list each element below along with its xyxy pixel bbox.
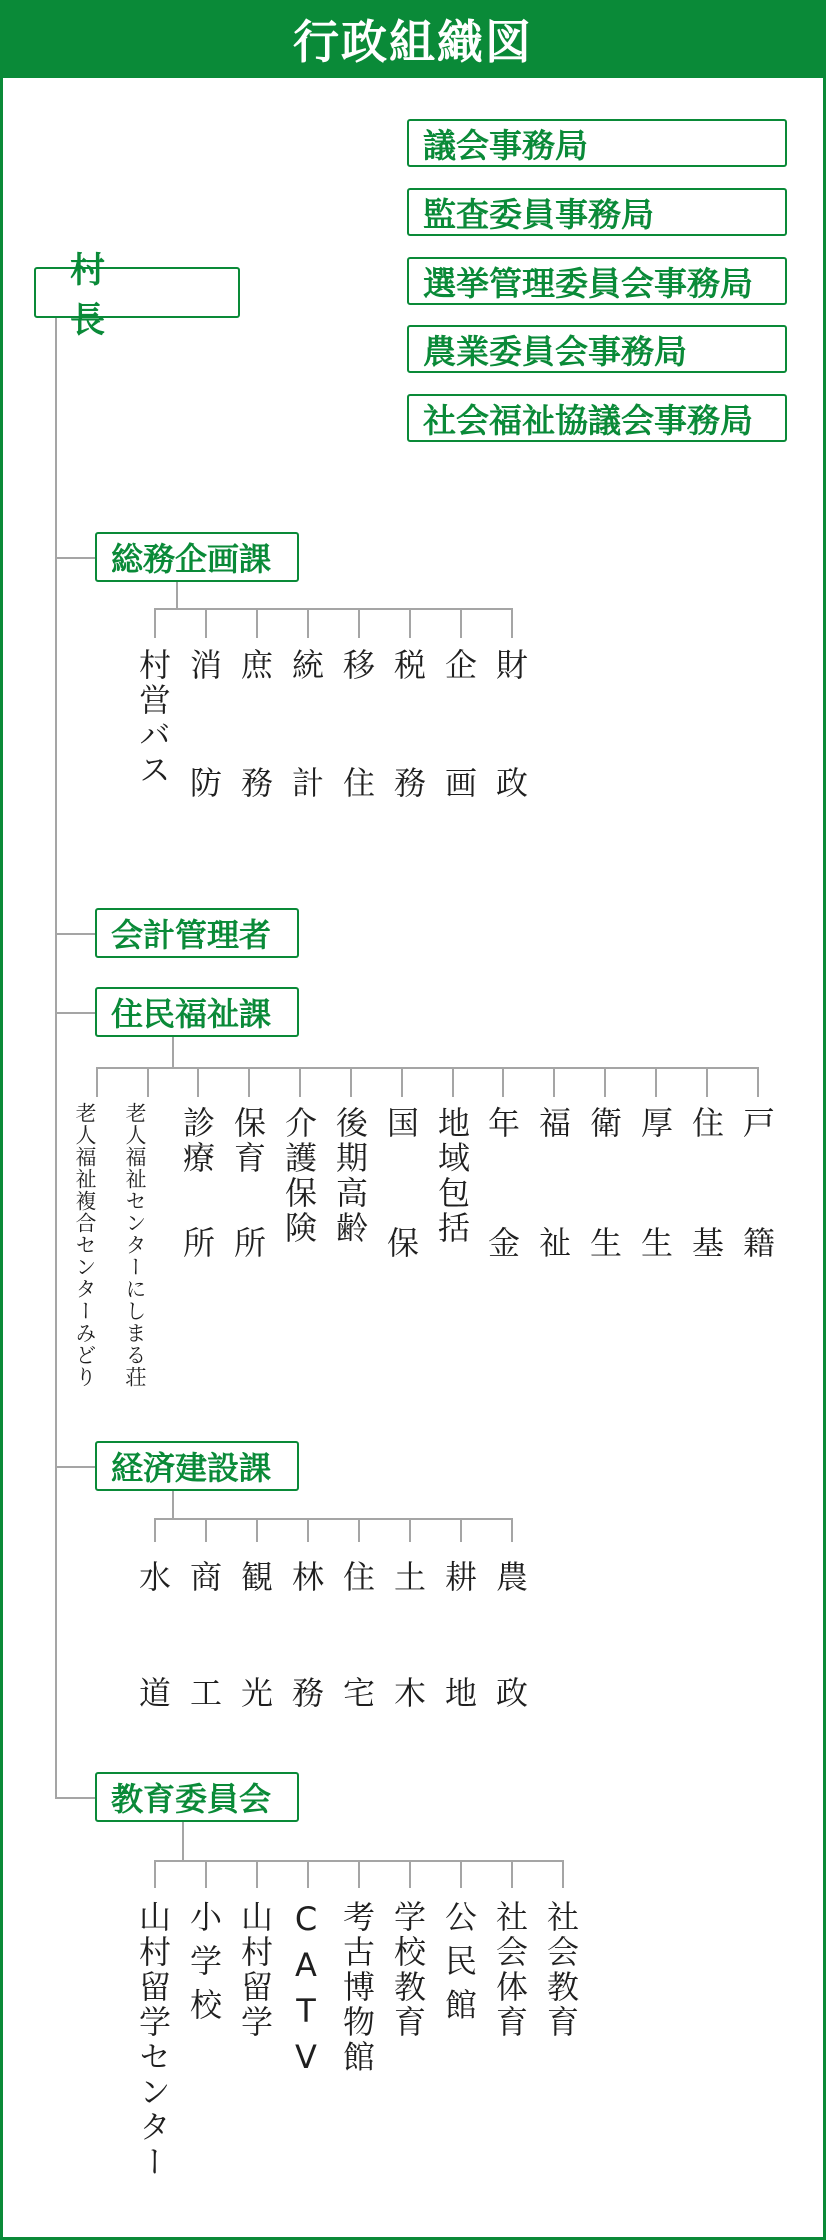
section-label: 基	[687, 1226, 725, 1261]
section-label: 所	[229, 1226, 267, 1261]
section-label: 木	[389, 1676, 427, 1711]
office-label: 社会福祉協議会事務局	[423, 400, 753, 440]
section-tick	[307, 1860, 309, 1888]
section-label: CATV	[287, 1900, 325, 2084]
page-title: 行政組織図	[293, 15, 533, 69]
section-label: 住	[338, 766, 376, 801]
section-label: 戸	[738, 1106, 776, 1141]
section-label: 消	[185, 648, 223, 683]
section-label: 税	[389, 648, 427, 683]
section-label: 政	[491, 1676, 529, 1711]
mayor-label: 村 長	[70, 250, 209, 341]
section-label: 籍	[738, 1226, 776, 1261]
section-label: 工	[185, 1676, 223, 1711]
section-tick	[205, 608, 207, 638]
office-box	[407, 325, 787, 373]
section-label: 小学校	[185, 1900, 223, 2032]
section-tick	[96, 1067, 98, 1097]
section-label: 生	[636, 1226, 674, 1261]
dept-box-jumin	[95, 987, 299, 1037]
section-label: 厚	[636, 1106, 674, 1141]
section-tick	[706, 1067, 708, 1097]
section-label: 国	[382, 1106, 420, 1141]
section-label: 生	[585, 1226, 623, 1261]
section-tick	[511, 1860, 513, 1888]
section-tick	[452, 1067, 454, 1097]
office-label: 監査委員事務局	[423, 194, 654, 234]
section-tick	[256, 1860, 258, 1888]
section-label: 年	[483, 1106, 521, 1141]
section-label: 山村留学センター	[134, 1900, 172, 2180]
section-tick	[358, 608, 360, 638]
branch-line	[55, 1797, 95, 1799]
office-label: 農業委員会事務局	[423, 331, 687, 371]
section-label: 衛	[585, 1106, 623, 1141]
section-label: 観	[236, 1560, 274, 1595]
section-label: 地域包括	[433, 1106, 471, 1246]
office-box	[407, 257, 787, 305]
connector-line	[176, 582, 178, 608]
section-tick	[401, 1067, 403, 1097]
section-label: 保育	[229, 1106, 267, 1176]
section-label: 診療	[178, 1106, 216, 1176]
office-label: 議会事務局	[423, 125, 588, 165]
branch-line	[55, 1466, 95, 1468]
section-tick	[757, 1067, 759, 1097]
section-label: 土	[389, 1560, 427, 1595]
section-label: 移	[338, 648, 376, 683]
dept-label: 経済建設課	[111, 1449, 272, 1487]
section-label: 福	[534, 1106, 572, 1141]
section-tick	[205, 1860, 207, 1888]
section-label: 所	[178, 1226, 216, 1261]
section-tick	[502, 1067, 504, 1097]
branch-line	[55, 1012, 95, 1014]
section-label: 商	[185, 1560, 223, 1595]
section-tick	[655, 1067, 657, 1097]
section-label: 計	[287, 766, 325, 801]
office-label: 選挙管理委員会事務局	[423, 263, 753, 303]
section-tick	[562, 1860, 564, 1888]
section-label: 老人福祉複合センターみどり	[73, 1102, 97, 1388]
section-tick	[604, 1067, 606, 1097]
section-tick	[511, 608, 513, 638]
section-tick	[460, 608, 462, 638]
section-tick	[256, 1518, 258, 1542]
section-label: 宅	[338, 1676, 376, 1711]
section-label: 統	[287, 648, 325, 683]
section-tick	[154, 608, 156, 638]
section-label: 政	[491, 766, 529, 801]
section-bus-line	[154, 608, 512, 610]
section-label: 祉	[534, 1226, 572, 1261]
section-label: 林	[287, 1560, 325, 1595]
dept-box-kyoiku	[95, 1772, 299, 1822]
title-bar	[0, 0, 826, 78]
section-tick	[307, 608, 309, 638]
section-label: 社会体育	[491, 1900, 529, 2040]
section-tick	[197, 1067, 199, 1097]
section-bus-line	[96, 1067, 758, 1069]
section-tick	[460, 1518, 462, 1542]
section-label: 防	[185, 766, 223, 801]
section-label: 後期高齢	[331, 1106, 369, 1246]
section-label: 地	[440, 1676, 478, 1711]
section-tick	[553, 1067, 555, 1097]
section-label: 公民館	[440, 1900, 478, 2032]
section-label: 住	[687, 1106, 725, 1141]
section-tick	[358, 1518, 360, 1542]
dept-box-somu	[95, 532, 299, 582]
section-label: 農	[491, 1560, 529, 1595]
section-tick	[409, 1518, 411, 1542]
dept-box-keizai	[95, 1441, 299, 1491]
section-label: 光	[236, 1676, 274, 1711]
section-tick	[256, 608, 258, 638]
dept-label: 会計管理者	[111, 916, 272, 954]
connector-line	[182, 1822, 184, 1860]
section-tick	[205, 1518, 207, 1542]
section-label: 山村留学	[236, 1900, 274, 2040]
section-tick	[154, 1860, 156, 1888]
section-tick	[409, 608, 411, 638]
section-label: 企	[440, 648, 478, 683]
section-tick	[358, 1860, 360, 1888]
section-label: 介護保険	[280, 1106, 318, 1246]
section-label: 住	[338, 1560, 376, 1595]
section-label: 画	[440, 766, 478, 801]
connector-line	[172, 1491, 174, 1518]
section-label: 務	[287, 1676, 325, 1711]
office-box	[407, 394, 787, 442]
section-tick	[248, 1067, 250, 1097]
section-label: 老人福祉センターにしまる荘	[123, 1102, 147, 1388]
section-tick	[307, 1518, 309, 1542]
branch-line	[55, 933, 95, 935]
section-tick	[350, 1067, 352, 1097]
section-label: 務	[236, 766, 274, 801]
section-tick	[147, 1067, 149, 1097]
section-label: 保	[382, 1226, 420, 1261]
section-tick	[409, 1860, 411, 1888]
section-label: 務	[389, 766, 427, 801]
section-label: 財	[491, 648, 529, 683]
main-trunk-line	[55, 318, 57, 1798]
section-label: 金	[483, 1226, 521, 1261]
section-label: 道	[134, 1676, 172, 1711]
dept-box-kaikei	[95, 908, 299, 958]
section-label: 村営バス	[134, 648, 172, 788]
connector-line	[172, 1037, 174, 1067]
dept-label: 総務企画課	[111, 540, 272, 578]
branch-line	[55, 557, 95, 559]
section-label: 考古博物館	[338, 1900, 376, 2075]
section-bus-line	[154, 1518, 512, 1520]
section-label: 庶	[236, 648, 274, 683]
section-label: 学校教育	[389, 1900, 427, 2040]
section-label: 社会教育	[542, 1900, 580, 2040]
office-box	[407, 119, 787, 167]
dept-label: 住民福祉課	[111, 995, 272, 1033]
section-tick	[511, 1518, 513, 1542]
section-label: 耕	[440, 1560, 478, 1595]
section-tick	[299, 1067, 301, 1097]
section-label: 水	[134, 1560, 172, 1595]
office-box	[407, 188, 787, 236]
mayor-box	[34, 250, 240, 341]
section-tick	[154, 1518, 156, 1542]
section-tick	[460, 1860, 462, 1888]
dept-label: 教育委員会	[111, 1780, 272, 1818]
